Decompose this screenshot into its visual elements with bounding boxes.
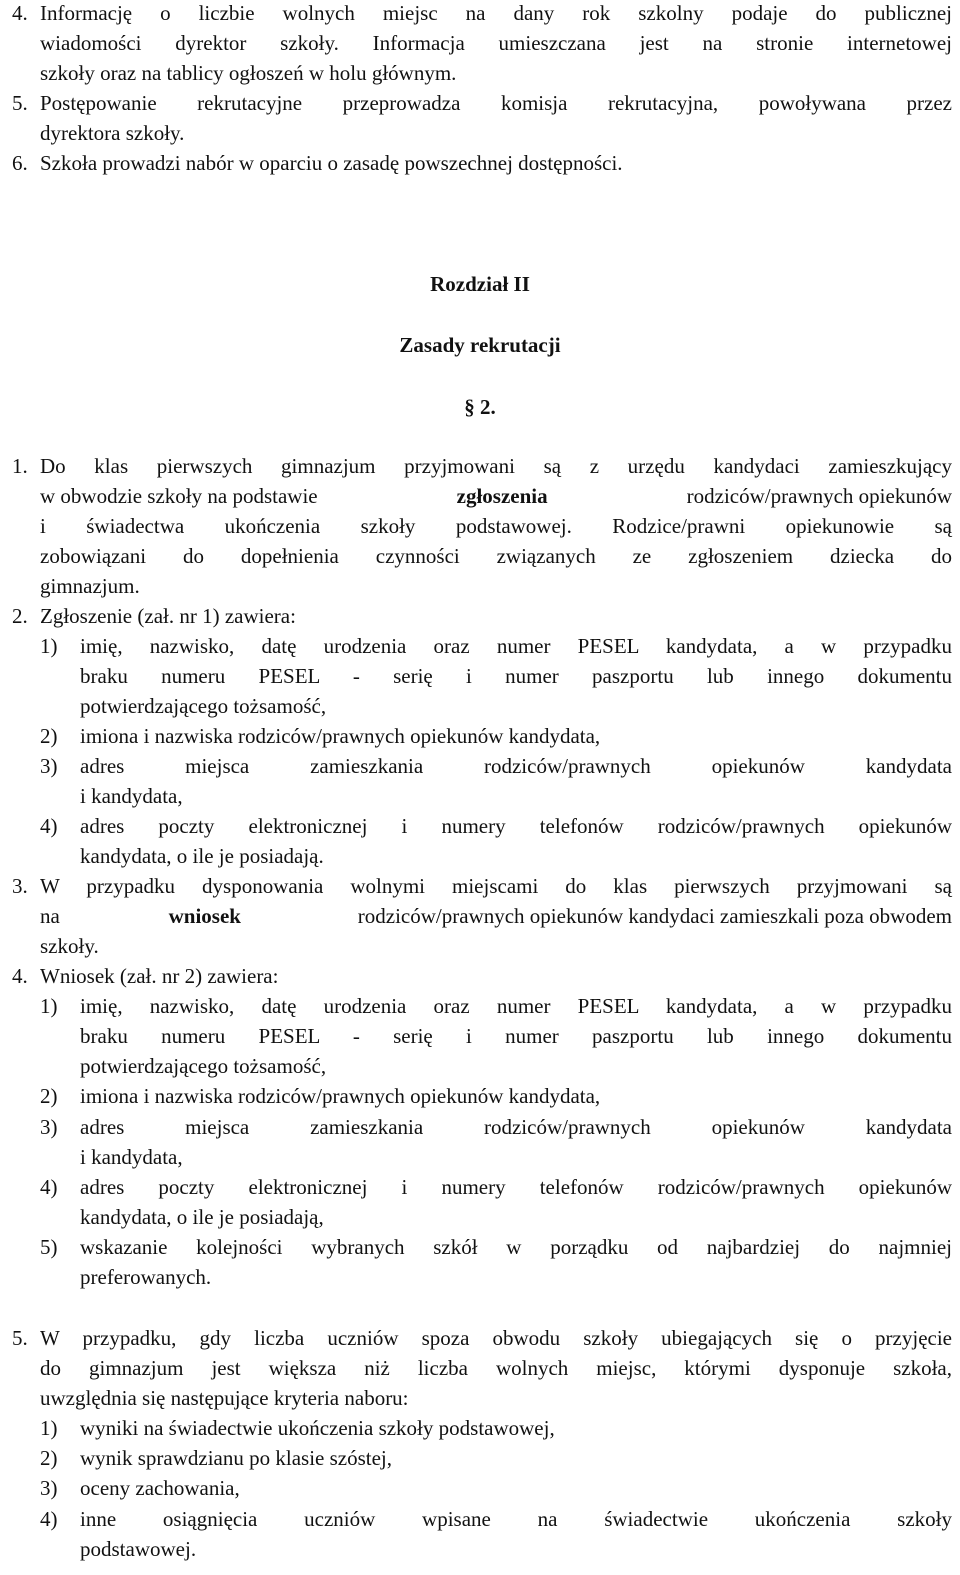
text-line: Wniosek (zał. nr 2) zawiera: [40,964,279,988]
text-segment: rodziców/prawnych opiekunów [686,484,952,508]
list-item-line: imiona i nazwiska rodziców/prawnych opiekunów kandydata, [80,1084,601,1108]
text-line: Szkoła prowadzi nabór w oparciu o zasadę powszechnej dostępności. [40,151,623,175]
text-line: do gimnazjum jest większa niż liczba wolnych miejsc, którymi dysponuje szkoła, [40,1356,952,1380]
text-line: szkoły. [40,934,99,958]
list-item-line: braku numeru PESEL - serię i numer paszportu lub innego dokumentu [80,1024,952,1048]
text-segment: rodziców/prawnych opiekunów kandydaci zamieszkali poza obwodem [357,904,952,928]
list-number: 4) [40,814,58,838]
list-number: 5) [40,1235,58,1259]
list-number: 4) [40,1507,58,1531]
list-item-line: wskazanie kolejności wybranych szkół w porządku od najbardziej do najmniej [80,1235,952,1259]
item-number: 5. [12,91,28,115]
item-number: 4. [12,1,28,25]
emphasis-wniosek: wniosek [168,904,241,928]
list-number: 4) [40,1175,58,1199]
list-item-line: braku numeru PESEL - serię i numer paszportu lub innego dokumentu [80,664,952,688]
list-item-line: i kandydata, [80,1145,183,1169]
list-item-line: adres miejsca zamieszkania rodziców/prawnych opiekunów kandydata [80,1115,952,1139]
paragraph-number: 5. [12,1326,28,1350]
paragraph-number: 4. [12,964,28,988]
text-line [40,484,952,508]
paragraph-number: 2. [12,604,28,628]
list-item-line: wynik sprawdzianu po klasie szóstej, [80,1446,393,1470]
list-item-line: adres miejsca zamieszkania rodziców/prawnych opiekunów kandydata [80,754,952,778]
list-item-line: imię, nazwisko, datę urodzenia oraz numer PESEL kandydata, a w przypadku [80,994,952,1018]
text-line: wiadomości dyrektor szkoły. Informacja umieszczana jest na stronie internetowej [40,31,952,55]
text-line: Postępowanie rekrutacyjne przeprowadza komisja rekrutacyjna, powoływana przez [40,91,952,115]
list-item-line: oceny zachowania, [80,1476,240,1500]
text-line: Informację o liczbie wolnych miejsc na dany rok szkolny podaje do publicznej [40,1,952,25]
list-number: 3) [40,754,58,778]
list-item-line: imiona i nazwiska rodziców/prawnych opiekunów kandydata, [80,724,601,748]
list-item-line: potwierdzającego tożsamość, [80,694,327,718]
list-item-line: inne osiągnięcia uczniów wpisane na świadectwie ukończenia szkoły [80,1507,952,1531]
text-line: W przypadku, gdy liczba uczniów spoza obwodu szkoły ubiegających się o przyjęcie [40,1326,952,1350]
paragraph-number: 1. [12,454,28,478]
list-item-line: kandydata, o ile je posiadają. [80,844,324,868]
list-number: 2) [40,1446,58,1470]
emphasis-zgloszenia: zgłoszenia [456,484,548,508]
text-line [40,904,952,928]
list-number: 1) [40,1416,58,1440]
text-line: szkoły oraz na tablicy ogłoszeń w holu głównym. [40,61,457,85]
section-symbol: § 2. [464,395,496,419]
item-number: 6. [12,151,28,175]
text-line: i świadectwa ukończenia szkoły podstawowej. Rodzice/prawni opiekunowie są [40,514,952,538]
list-item-line: adres poczty elektronicznej i numery telefonów rodziców/prawnych opiekunów [80,814,952,838]
list-number: 1) [40,994,58,1018]
list-item-line: imię, nazwisko, datę urodzenia oraz numer PESEL kandydata, a w przypadku [80,634,952,658]
list-number: 2) [40,1084,58,1108]
list-item-line: kandydata, o ile je posiadają, [80,1205,324,1229]
list-item-line: podstawowej. [80,1537,197,1561]
text-line: W przypadku dysponowania wolnymi miejscami do klas pierwszych przyjmowani są [40,874,952,898]
paragraph-number: 3. [12,874,28,898]
text-line: gimnazjum. [40,574,140,598]
text-line: Zgłoszenie (zał. nr 1) zawiera: [40,604,296,628]
list-item-line: i kandydata, [80,784,183,808]
chapter-title: Rozdział II [430,272,530,296]
list-item-line: preferowanych. [80,1265,212,1289]
text-line: uwzględnia się następujące kryteria naboru: [40,1386,409,1410]
text-line: dyrektora szkoły. [40,121,185,145]
chapter-subtitle: Zasady rekrutacji [399,333,561,357]
text-line: zobowiązani do dopełnienia czynności związanych ze zgłoszeniem dziecka do [40,544,952,568]
list-number: 1) [40,634,58,658]
list-number: 2) [40,724,58,748]
text-segment: na [40,904,60,928]
list-number: 3) [40,1115,58,1139]
list-item-line: wyniki na świadectwie ukończenia szkoły podstawowej, [80,1416,555,1440]
text-segment: w obwodzie szkoły na podstawie [40,484,318,508]
list-item-line: adres poczty elektronicznej i numery telefonów rodziców/prawnych opiekunów [80,1175,952,1199]
list-number: 3) [40,1476,58,1500]
list-item-line: potwierdzającego tożsamość, [80,1054,327,1078]
text-line: Do klas pierwszych gimnazjum przyjmowani są z urzędu kandydaci zamieszkujący [40,454,952,478]
